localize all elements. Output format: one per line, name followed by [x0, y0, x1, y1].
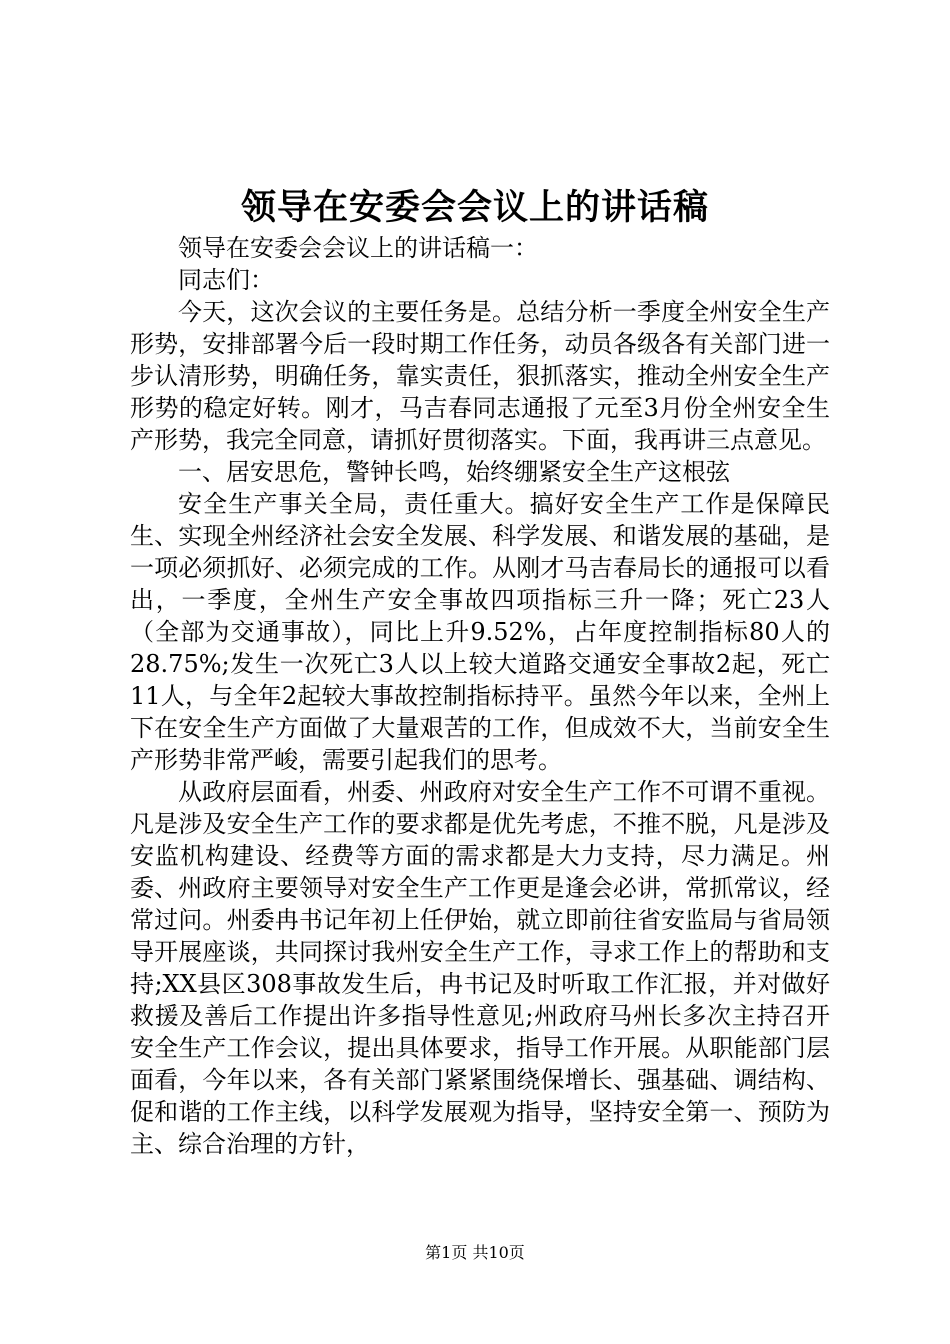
paragraph-intro: 今天，这次会议的主要任务是。总结分析一季度全州安全生产形势，安排部署今后一段时期工作任务，动员各级各有关部门进一步认清形势，明确任务，靠实责任，狠抓落实，推动全州安全生产形势的稳定好转。刚才，马吉春同志通报了元至3月份全州安全生产形势，我完全同意，请抓好贯彻落实。下面，我再讲三点意见。: [130, 298, 830, 454]
section-heading-1: 一、居安思危，警钟长鸣，始终绷紧安全生产这根弦: [178, 458, 730, 486]
document-title: 领导在安委会会议上的讲话稿: [240, 187, 709, 228]
paragraph-government-level: 从政府层面看，州委、州政府对安全生产工作不可谓不重视。凡是涉及安全生产工作的要求都是优先考虑，不推不脱，凡是涉及安监机构建设、经费等方面的需求都是大力支持，尽力满足。州委、州政府主要领导对安全生产工作更是逢会必讲，常抓常议，经常过问。州委冉书记年初上任伊始，就立即前往省安监局与省局领导开展座谈，共同探讨我州安全生产工作，寻求工作上的帮助和支持;XX县区308事故发生后，冉书记及时听取工作汇报，并对做好救援及善后工作提出许多指导性意见;州政府马州长多次主持召开安全生产工作会议，提出具体要求，指导工作开展。从职能部门层面看，今年以来，各有关部门紧紧围绕保增长、强基础、调结构、促和谐的工作主线，以科学发展观为指导，坚持安全第一、预防为主、综合治理的方针，: [130, 778, 830, 1158]
document-body: [130, 232, 830, 1160]
paragraph-safety-situation: 安全生产事关全局，责任重大。搞好安全生产工作是保障民生、实现全州经济社会安全发展、科学发展、和谐发展的基础，是一项必须抓好、必须完成的工作。从刚才马吉春局长的通报可以看出，一季度，全州生产安全事故四项指标三升一降；死亡23人（全部为交通事故），同比上升9.52%，占年度控制指标80人的28.75%;发生一次死亡3人以上较大道路交通安全事故2起，死亡11人，与全年2起较大事故控制指标持平。虽然今年以来，全州上下在安全生产方面做了大量艰苦的工作，但成效不大，当前安全生产形势非常严峻，需要引起我们的思考。: [130, 490, 830, 774]
page-number: 第1页 共10页: [425, 1243, 525, 1262]
paragraph-subtitle: 领导在安委会会议上的讲话稿一：: [178, 234, 538, 262]
paragraph-salutation: 同志们：: [178, 266, 274, 294]
